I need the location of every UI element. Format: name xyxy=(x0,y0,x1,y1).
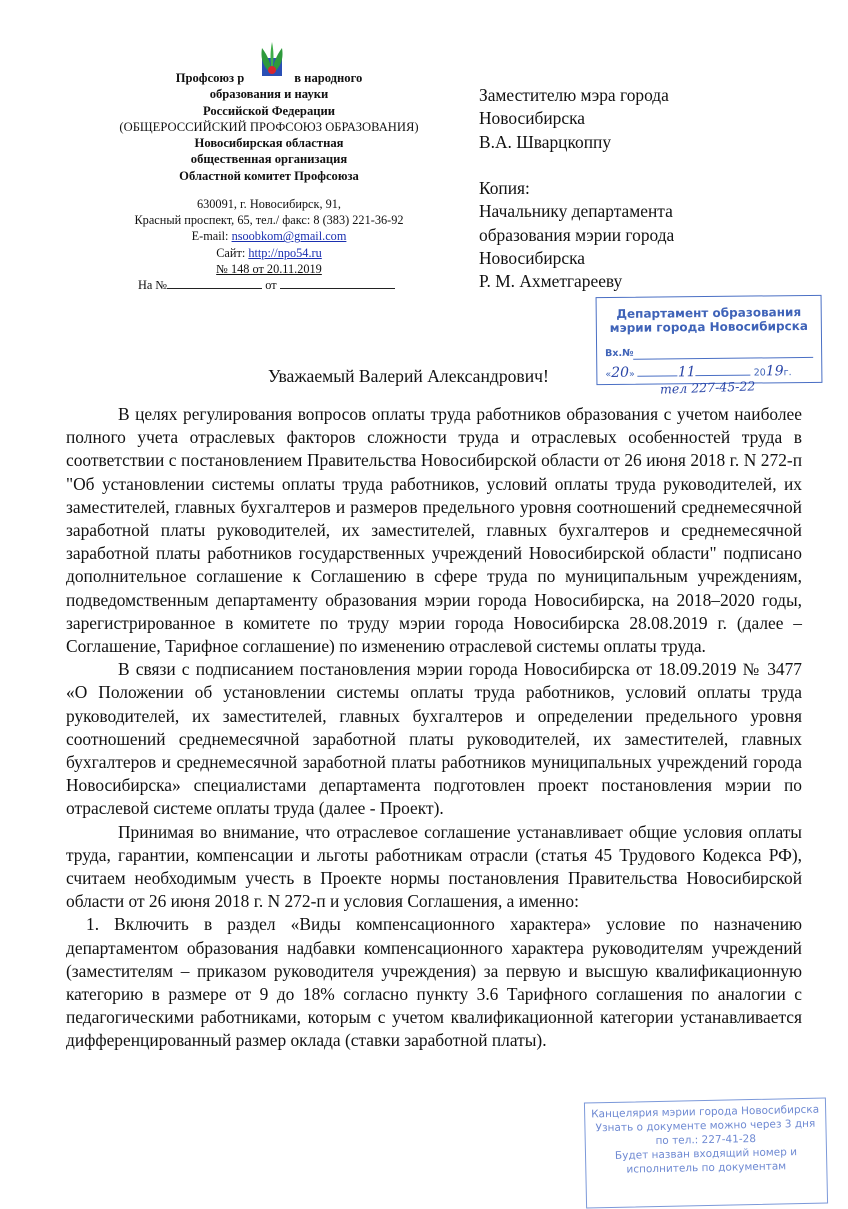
stamp2-line: Канцелярия мэрии города Новосибирска xyxy=(591,1103,820,1121)
date-year: 19 xyxy=(765,363,784,380)
copy-line: Начальнику департамента xyxy=(479,201,673,222)
sender-contacts xyxy=(88,196,450,293)
site-link[interactable]: http://npo54.ru xyxy=(248,245,322,260)
org-line: Российской Федерации xyxy=(202,103,336,118)
stamp2-line: по тел.: 227-41-28 xyxy=(655,1132,757,1148)
letter-body xyxy=(66,403,802,1053)
stamp-in-label: Вх.№ xyxy=(605,347,634,360)
copy-label: Копия: xyxy=(479,178,530,198)
handwritten-phone-note: тел 227-45-22 xyxy=(659,378,756,397)
paragraph: Принимая во внимание, что отраслевое соглашение устанавливает общие условия оплаты труда, гарантии, компенсации и льготы работникам отрасли (статья 45 Трудового Кодекса РФ), считаем необходимым учесть в Проекте нормы постановления Правительства Новосибирской области от 26 июня 2018 г. N 272-п и условия Соглашения, а именно: xyxy=(66,821,802,912)
address-line: Красный проспект, 65, тел./ факс: 8 (383) 221-36-92 xyxy=(134,213,404,228)
org-line: (ОБЩЕРОССИЙСКИЙ ПРОФСОЮЗ ОБРАЗОВАНИЯ) xyxy=(119,119,419,134)
paragraph: В связи с подписанием постановления мэрии города Новосибирска от 18.09.2019 № 3477 «О Положении об установлении системы оплаты труда работников, условий оплаты труда руководителей, их заместителей, главных бухгалтеров и определении предельного уровня соотношений среднемесячной заработной платы руководителей, их заместителей, главных бухгалтеров и среднемесячной заработной платы работников муниципальных учреждений города Новосибирска» специалистами департамента подготовлен проект постановления мэрии по отраслевой системе оплаты труда (далее - Проект). xyxy=(66,659,802,819)
org-line: образования и науки xyxy=(209,87,329,102)
addressee-line: Заместителю мэра города xyxy=(479,85,669,105)
date-open-quote: « xyxy=(605,369,612,381)
addressee-block xyxy=(479,84,809,154)
date-year-suffix: г. xyxy=(783,367,792,379)
stamp2-line: Узнать о документе можно через 3 дня xyxy=(595,1117,816,1135)
org-line: Областной комитет Профсоюза xyxy=(179,168,359,183)
org-line: общественная организация xyxy=(190,152,348,167)
date-year-prefix: 20 xyxy=(753,367,766,379)
ref-label-na: На № xyxy=(138,278,168,293)
org-name-right: в народного xyxy=(294,71,363,85)
site-label: Сайт: xyxy=(216,245,246,260)
stamp-date xyxy=(605,363,817,381)
date-month: 11 xyxy=(677,364,696,381)
chancellery-stamp xyxy=(584,1097,828,1208)
ref-label-ot: от xyxy=(265,278,277,293)
date-close-quote: » xyxy=(628,368,635,380)
stamp-title: мэрии города Новосибирска xyxy=(609,318,809,336)
copy-line: Новосибирска xyxy=(479,247,585,268)
org-name-left: Профсоюз р xyxy=(175,71,245,85)
sender-organization xyxy=(88,70,450,184)
copy-block xyxy=(479,177,809,293)
reference-line xyxy=(88,277,450,293)
paragraph: В целях регулирования вопросов оплаты труда работников образования с учетом наиболее полного учета отраслевых факторов сложности труда и отраслевых особенностей труда в соответствии с постановлением Правительства Новосибирской области от 26 июня 2018 г. N 272-п "Об установлении системы оплаты труда работников, условий оплаты труда руководителей, их заместителей, главных бухгалтеров и размеров предельного уровня соотношений среднемесячной заработной платы руководителей, их заместителей, главных бухгалтеров и среднемесячной заработной платы работников государственных учреждений Новосибирской области" подписано дополнительное соглашение к Соглашению в сфере труда по муниципальным учреждениям, подведомственным департаменту образования мэрии города Новосибирска, на 2018–2020 годы, зарегистрированное в комитете по труду мэрии города Новосибирска 28.08.2019 г. (далее – Соглашение, Тарифное соглашение) по изменению отраслевой системы оплаты труда. xyxy=(66,404,802,657)
address-line: 630091, г. Новосибирск, 91, xyxy=(196,197,342,211)
stamp2-line: исполнитель по документам xyxy=(626,1160,787,1176)
stamp-title: Департамент образования xyxy=(616,305,802,321)
email-link[interactable]: nsoobkom@gmail.com xyxy=(231,229,347,244)
addressee-line: Новосибирска xyxy=(479,108,585,129)
copy-line: Р. М. Ахметгарееву xyxy=(479,271,623,292)
letter-greeting: Уважаемый Валерий Александрович! xyxy=(268,366,549,386)
addressee-line: В.А. Шварцкоппу xyxy=(479,131,612,152)
stamp2-line: Будет назван входящий номер и xyxy=(614,1146,798,1162)
copy-line: образования мэрии города xyxy=(479,224,675,245)
outgoing-number: № 148 от 20.11.2019 xyxy=(216,261,322,276)
email-label: E-mail: xyxy=(191,229,229,244)
date-day: 20 xyxy=(611,364,630,382)
incoming-stamp xyxy=(596,295,823,385)
org-line: Новосибирская областная xyxy=(194,136,344,151)
list-item: 1. Включить в раздел «Виды компенсационного характера» условие по назначению департаментом образования надбавки компенсационного характера руководителям учреждений (заместителям – приказом руководителя учреждения) за первую и высшую квалификационную категорию в размере от 9 до 18% согласно пункту 3.6 Тарифного соглашения по аналогии с педагогическими работниками, которым с учетом квалификационной категории устанавливается дифференцированный размер оклада (ставки заработной платы). xyxy=(66,914,802,1051)
